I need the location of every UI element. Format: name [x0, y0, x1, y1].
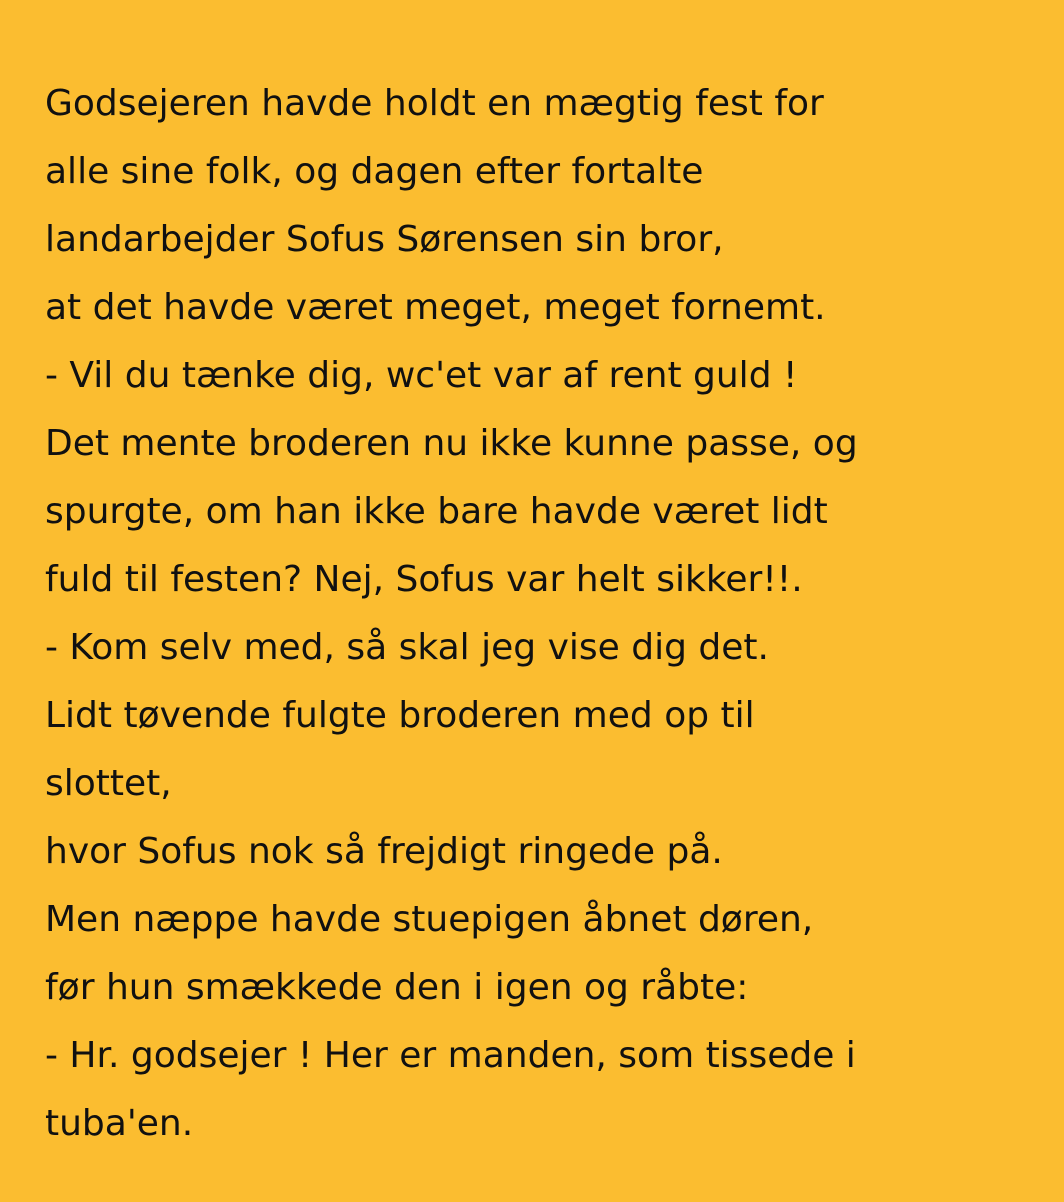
joke-line: tuba'en. — [45, 1103, 194, 1144]
joke-line: Men næppe havde stuepigen åbnet døren, — [45, 899, 814, 940]
joke-line: landarbejder Sofus Sørensen sin bror, — [45, 219, 724, 260]
joke-line: - Hr. godsejer ! Her er manden, som tissede i — [45, 1035, 856, 1076]
joke-line: - Vil du tænke dig, wc'et var af rent guld ! — [45, 355, 798, 396]
joke-line: at det havde været meget, meget fornemt. — [45, 287, 826, 328]
joke-line: Godsejeren havde holdt en mægtig fest for — [45, 83, 824, 124]
joke-line: Det mente broderen nu ikke kunne passe, og — [45, 423, 858, 464]
joke-line: fuld til festen? Nej, Sofus var helt sikker!!. — [45, 559, 803, 600]
joke-text — [45, 70, 1045, 1158]
joke-line: - Kom selv med, så skal jeg vise dig det. — [45, 627, 769, 668]
joke-line: alle sine folk, og dagen efter fortalte — [45, 151, 704, 192]
joke-line: spurgte, om han ikke bare havde været lidt — [45, 491, 828, 532]
joke-line: før hun smækkede den i igen og råbte: — [45, 967, 749, 1008]
joke-line: Lidt tøvende fulgte broderen med op til — [45, 695, 755, 736]
joke-line: hvor Sofus nok så frejdigt ringede på. — [45, 831, 723, 872]
joke-line: slottet, — [45, 763, 172, 804]
